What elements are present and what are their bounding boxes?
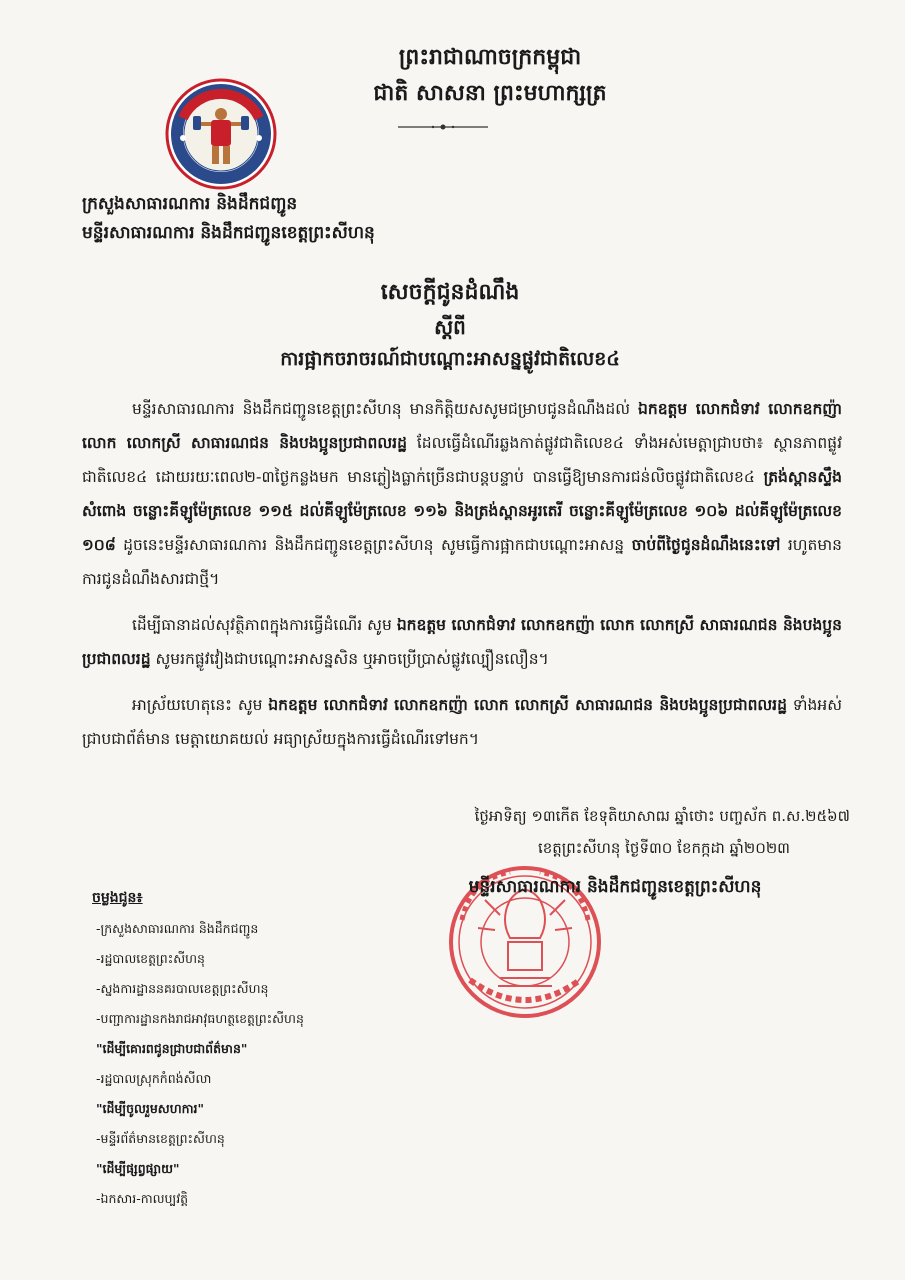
cc-item: -រដ្ឋបាលស្រុកកំពង់សីលា — [96, 1071, 212, 1086]
kingdom-header — [330, 40, 650, 112]
cc-list — [96, 914, 416, 1214]
title-subject: ការផ្អាកចរាចរណ៍ជាបណ្តោះអាសន្នផ្លូវជាតិលេខ៤ — [280, 348, 620, 370]
signatory-office: មន្ទីរសាធារណការ និងដឹកជញ្ជូនខេត្តព្រះសីហនុ — [468, 877, 762, 897]
cc-item: -ស្នងការដ្ឋាននគរបាលខេត្តព្រះសីហនុ — [96, 981, 269, 996]
cc-item: -ក្រសួងសាធារណការ និងដឹកជញ្ជូន — [96, 921, 259, 936]
issuer-block — [82, 190, 375, 248]
cc-purpose-note: "ដើម្បីផ្សព្វផ្សាយ" — [96, 1161, 180, 1176]
cc-item: -មន្ទីរព័ត៌មានខេត្តព្រះសីហនុ — [96, 1131, 225, 1146]
ministry-name: ក្រសួងសាធារណការ និងដឹកជញ្ជូន — [82, 194, 298, 214]
title-notification: សេចក្តីជូនដំណឹង — [380, 280, 520, 305]
title-regarding: ស្តីពី — [434, 315, 466, 339]
cc-purpose-note: "ដើម្បីចូលរួមសហការ" — [96, 1101, 204, 1116]
cc-item: -រដ្ឋបាលខេត្តព្រះសីហនុ — [96, 951, 205, 966]
cc-item: -បញ្ជាការដ្ឋានកងរាជអាវុធហត្ថខេត្តព្រះសីហនុ — [96, 1011, 304, 1026]
cc-purpose-note: "ដើម្បីគោរពជូនជ្រាបជាព័ត៌មាន" — [96, 1041, 248, 1056]
department-name: មន្ទីរសាធារណការ និងដឹកជញ្ជូនខេត្តព្រះសីហនុ — [82, 223, 375, 243]
ministry-logo-icon — [165, 78, 277, 190]
kingdom-title: ព្រះរាជាណាចក្រកម្ពុជា — [398, 45, 582, 70]
notice-title — [150, 275, 750, 375]
date-block — [330, 800, 850, 864]
notice-body — [82, 392, 842, 768]
cc-heading: ចម្លងជូន៖ — [92, 890, 143, 906]
nation-religion-king: ជាតិ សាសនា ព្រះមហាក្សត្រ — [373, 81, 607, 106]
paragraph-3: អាស្រ័យហេតុនេះ សូម ឯកឧត្តម លោកជំទាវ លោកឧកញ៉ា លោក លោកស្រី សាធារណជន និងបងប្អូនប្រជាពលរដ្ឋ ទាំងអស់ជ្រាបជាព័ត៌មាន មេត្តាយោគយល់ អធ្យាស្រ័យក្នុងការធ្វើដំណើរទៅមក។ — [82, 696, 842, 748]
paragraph-2: ដើម្បីធានាដល់សុវត្ថិភាពក្នុងការធ្វើដំណើរ សូម ឯកឧត្តម លោកជំទាវ លោកឧកញ៉ា លោក លោកស្រី សាធារណជន និងបងប្អូនប្រជាពលរដ្ឋ សូមរកផ្លូវវៀងជាបណ្តោះអាសន្នសិន ឬអាចប្រើប្រាស់ផ្លូវល្បឿនលឿន។ — [82, 616, 842, 668]
divider-ornament-icon — [398, 122, 488, 132]
solar-date: ខេត្តព្រះសីហនុ ថ្ងៃទី៣០ ខែកក្កដា ឆ្នាំ២០២៣ — [537, 839, 790, 857]
lunar-date: ថ្ងៃអាទិត្យ ១៣កើត ខែទុតិយាសាឍ ឆ្នាំថោះ បញ្ចស័ក ព.ស.២៥៦៧ — [474, 807, 850, 825]
cc-item: -ឯកសារ-កាលប្បវត្តិ — [96, 1191, 189, 1206]
paragraph-1: មន្ទីរសាធារណការ និងដឹកជញ្ជូនខេត្តព្រះសីហនុ មានកិត្តិយសសូមជម្រាបជូនដំណឹងដល់ ឯកឧត្តម លោកជំទាវ លោកឧកញ៉ា លោក លោកស្រី សាធារណជន និងបងប្អូនប្រជាពលរដ្ឋ ដែលធ្វើដំណើរឆ្លងកាត់ផ្លូវជាតិលេខ៤ ទាំងអស់មេត្តាជ្រាបថា៖ ស្ថានភាពផ្លូវជាតិលេខ៤ ដោយរយៈពេល២-៣ថ្ងៃកន្លងមក មានភ្លៀងធ្លាក់ច្រើនជាបន្តបន្ទាប់ បានធ្វើឱ្យមានការជន់លិចផ្លូវជាតិលេខ៤ ត្រង់ស្ពានស្ទឹងសំពោង ចន្លោះគីឡូម៉ែត្រលេខ ១១៥ ដល់គីឡូម៉ែត្រលេខ ១១៦ និងត្រង់ស្ពានអូរតេរី ចន្លោះគីឡូម៉ែត្រលេខ ១០៦ ដល់គីឡូម៉ែត្រលេខ ១០៨ ដូចនេះមន្ទីរសាធារណការ និងដឹកជញ្ជូនខេត្តព្រះសីហនុ សូមធ្វើការផ្អាកជាបណ្តោះអាសន្ន ចាប់ពីថ្ងៃជូនដំណឹងនេះទៅ រហូតមានការជូនដំណឹងសារជាថ្មី។ — [82, 400, 842, 588]
